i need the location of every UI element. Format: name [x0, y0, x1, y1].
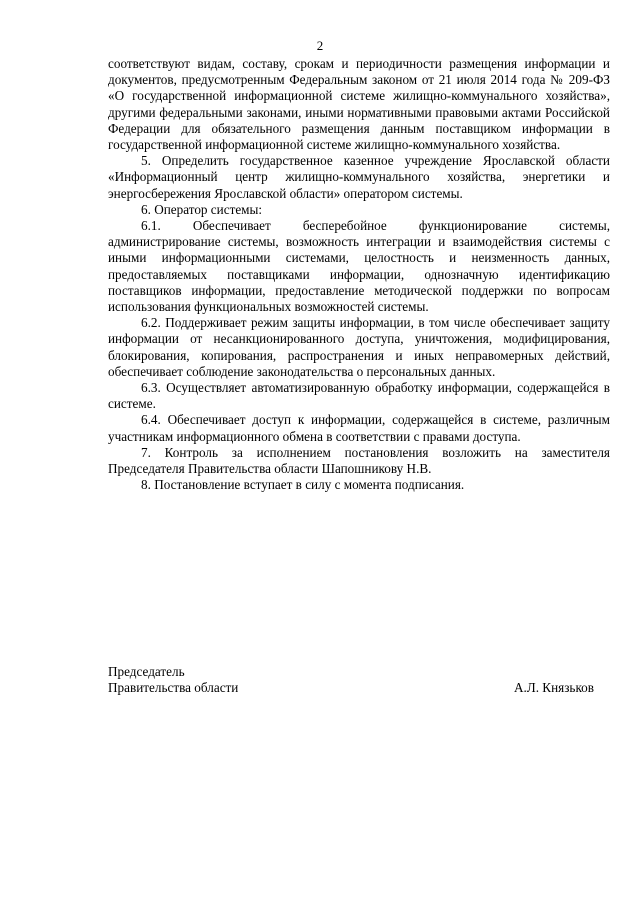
paragraph-item-5: 5. Определить государственное казенное учреждение Ярославской области «Информационный центр жилищно-коммунального хозяйства, энергетики и энергосбережения Ярославской области» оператором системы.	[108, 153, 610, 201]
paragraph-item-8: 8. Постановление вступает в силу с момента подписания.	[141, 477, 465, 493]
paragraph-continuation: соответствуют видам, составу, срокам и периодичности размещения информации и документов, предусмотренным Федеральным законом от 21 июля 2014 года № 209-ФЗ «О государственной информационной системе жилищно-коммунального хозяйства», другими федеральными законами, иными нормативными правовыми актами Российской Федерации для обязательного размещения данным поставщиком информации в государственной информационной системе жилищно-коммунального хозяйства.	[108, 56, 610, 153]
paragraph-item-7: 7. Контроль за исполнением постановления возложить на заместителя Председателя Правительства области Шапошникову Н.В.	[108, 444, 610, 477]
document-body	[108, 56, 610, 493]
paragraph-item-6-3: 6.3. Осуществляет автоматизированную обработку информации, содержащейся в системе.	[108, 380, 610, 412]
signatory-title-line2: Правительства области	[108, 680, 239, 696]
page-number: 2	[316, 38, 324, 53]
paragraph-item-6: 6. Оператор системы:	[141, 201, 263, 217]
signatory-title-line1: Председатель	[108, 664, 185, 679]
signatory-name: А.Л. Князьков	[513, 680, 594, 696]
paragraph-item-6-2: 6.2. Поддерживает режим защиты информации, в том числе обеспечивает защиту информации от несанкционированного доступа, уничтожения, модифицирования, блокирования, копирования, распространения и иных неправомерных действий, обеспечивает соблюдение законодательства о персональных данных.	[108, 315, 610, 379]
signature-line	[108, 680, 610, 696]
paragraph-item-6-4: 6.4. Обеспечивает доступ к информации, содержащейся в системе, различным участникам информационного обмена в соответствии с правами доступа.	[108, 412, 610, 444]
paragraph-item-6-1: 6.1. Обеспечивает бесперебойное функционирование системы, администрирование системы, возможность интеграции и взаимодействия системы с иными информационными системами, целостность и неизменность данных, предоставляемых поставщиками информации, однозначную идентификацию поставщиков информации, предоставление методической поддержки по вопросам использования функциональных возможностей системы.	[108, 218, 610, 315]
signature-block	[108, 664, 610, 696]
